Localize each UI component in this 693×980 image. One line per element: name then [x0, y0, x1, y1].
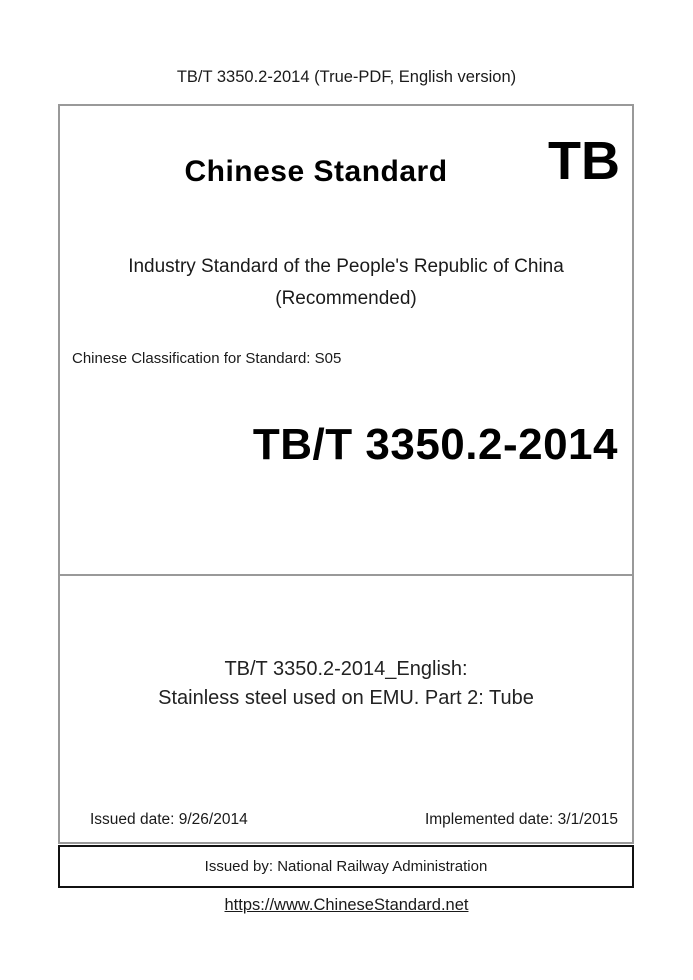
subtitle-recommended: (Recommended): [275, 288, 417, 309]
website-link[interactable]: https://www.ChineseStandard.net: [224, 896, 469, 914]
page-header-title: TB/T 3350.2-2014 (True-PDF, English version): [176, 68, 517, 86]
cover-outer-box: [58, 104, 634, 844]
issuer-strip: [58, 845, 634, 888]
english-title-line1: TB/T 3350.2-2014_English:: [224, 658, 468, 680]
website-link-container: [0, 896, 693, 915]
subtitle-industry-standard: Industry Standard of the People's Republic of China: [128, 256, 564, 277]
classification-label: Chinese Classification for Standard: S05: [72, 350, 342, 367]
dates-row: [90, 811, 618, 829]
english-title-line2: Stainless steel used on EMU. Part 2: Tube: [158, 687, 534, 709]
implemented-date-label: Implemented date: 3/1/2015: [424, 811, 618, 828]
standard-number: TB/T 3350.2-2014: [252, 420, 618, 469]
issued-by-label: Issued by: National Railway Administration: [204, 858, 488, 875]
standard-category-code: TB: [548, 131, 620, 191]
issued-date-label: Issued date: 9/26/2014: [90, 811, 248, 828]
brand-title: Chinese Standard: [184, 155, 448, 188]
middle-divider: [60, 574, 632, 576]
